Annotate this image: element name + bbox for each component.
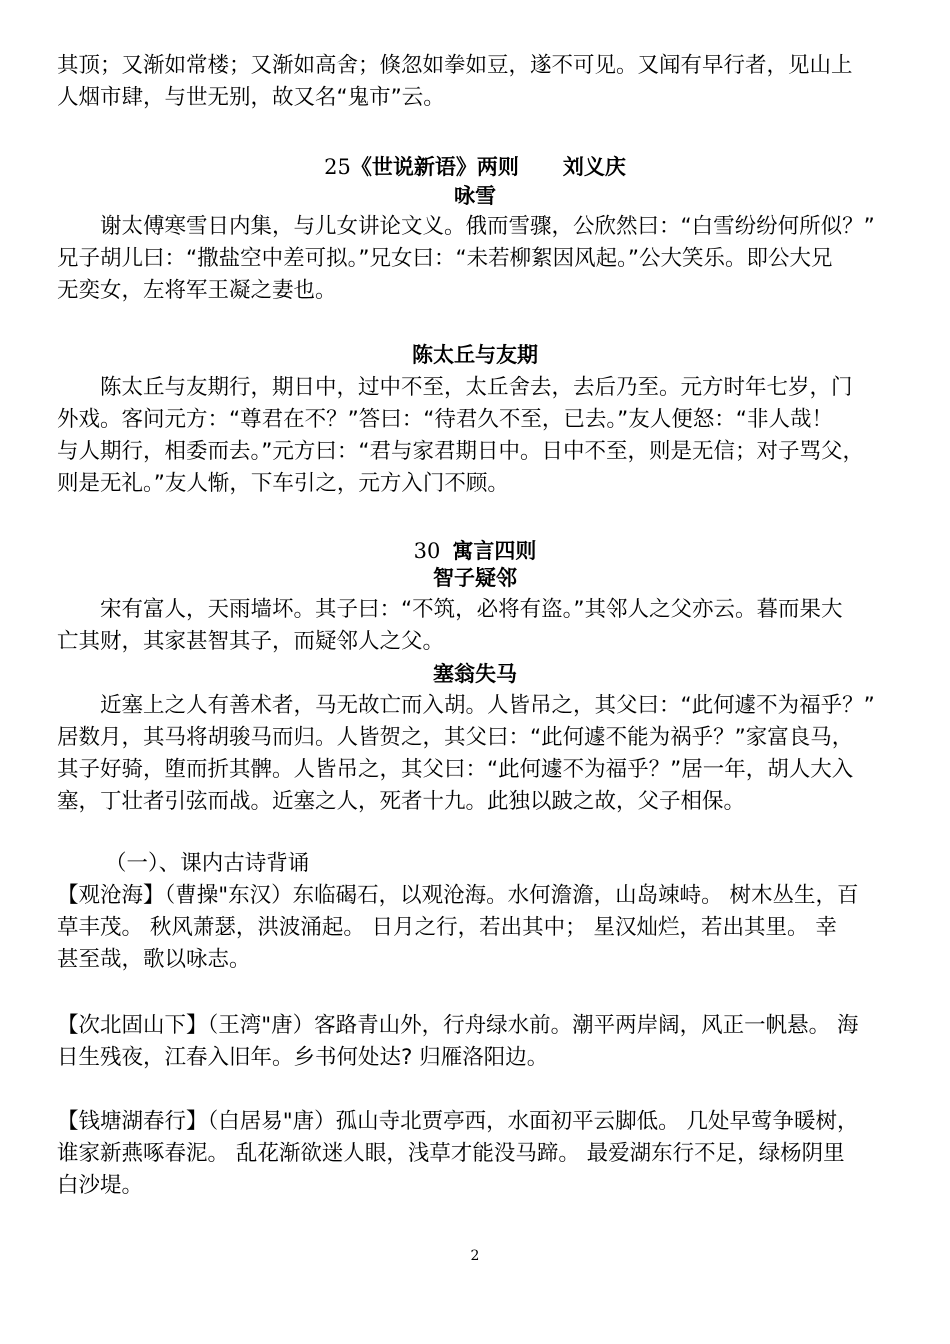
paragraph-zhiziyilin bbox=[57, 594, 893, 658]
text-line: 谢太傅寒雪日内集，与儿女讲论文义。俄而雪骤，公欣然曰：“白雪纷纷何所似？” bbox=[100, 214, 875, 239]
paragraph-saiwengshima bbox=[57, 690, 893, 818]
text-line: 陈太丘与友期行，期日中，过中不至，太丘舍去，去后乃至。元方时年七岁，门 bbox=[100, 375, 853, 400]
section-25-heading bbox=[0, 152, 950, 182]
text-line: 日生残夜，江春入旧年。乡书何处达? 归雁洛阳边。 bbox=[57, 1045, 549, 1070]
text-line: 草丰茂。 秋风萧瑟，洪波涌起。 日月之行，若出其中； 星汉灿烂，若出其里。 幸 bbox=[57, 915, 837, 940]
text-line: 外戏。客问元方：“尊君在不？”答曰：“待君久不至，已去。”友人便怒：“非人哉！ bbox=[57, 407, 833, 432]
subtitle-zhiziyilin: 智子疑邻 bbox=[433, 566, 517, 590]
section-number: 25 bbox=[324, 155, 351, 179]
text-line: 其子好骑，堕而折其髀。人皆吊之，其父曰：“此何遽不为福乎？”居一年，胡人大入 bbox=[57, 757, 854, 782]
subtitle-saiwengshima: 塞翁失马 bbox=[433, 662, 517, 686]
text-line: 甚至哉，歌以咏志。 bbox=[57, 947, 251, 972]
text-line: 近塞上之人有善术者，马无故亡而入胡。人皆吊之，其父曰：“此何遽不为福乎？” bbox=[100, 693, 875, 718]
section-author: 刘义庆 bbox=[562, 155, 626, 179]
paragraph-chentaiqiu bbox=[57, 372, 893, 500]
page-number: 2 bbox=[470, 1248, 480, 1264]
section-title: 《世说新语》两则 bbox=[350, 155, 519, 179]
text-line: 宋有富人，天雨墙坏。其子曰：“不筑，必将有盗。”其邻人之父亦云。暮而果大 bbox=[100, 597, 843, 622]
text-line: 无奕女，左将军王凝之妻也。 bbox=[57, 278, 337, 303]
text-line: 谁家新燕啄春泥。 乱花渐欲迷人眼，浅草才能没马蹄。 最爱湖东行不足，绿杨阴里 bbox=[57, 1141, 845, 1166]
text-line: 塞，丁壮者引弦而战。近塞之人，死者十九。此独以跛之故，父子相保。 bbox=[57, 789, 746, 814]
subtitle-yongxue: 咏雪 bbox=[454, 184, 496, 208]
poem-qiantanghuchunxing bbox=[57, 1106, 893, 1202]
heading-text: （一）、课内古诗背诵 bbox=[105, 851, 310, 876]
section-number: 30 bbox=[413, 539, 441, 563]
text-line: 人烟市肆，与世无别，故又名“鬼市”云。 bbox=[57, 85, 445, 110]
text-line: 【观沧海】（曹操"东汉）东临碣石，以观沧海。水何澹澹，山岛竦峙。 树木丛生，百 bbox=[57, 883, 859, 908]
text-line: 【钱塘湖春行】（白居易"唐）孤山寺北贾亭西，水面初平云脚低。 几处早莺争暖树， bbox=[57, 1109, 859, 1134]
text-line: 居数月，其马将胡骏马而归。人皆贺之，其父曰：“此何遽不能为祸乎？”家富良马， bbox=[57, 725, 854, 750]
poem-guancanghai bbox=[57, 880, 893, 976]
intro-paragraph bbox=[57, 50, 893, 114]
text-line: 与人期行，相委而去。”元方曰：“君与家君期日中。日中不至，则是无信；对子骂父， bbox=[57, 439, 865, 464]
section-30-heading bbox=[0, 536, 950, 566]
text-line: 兄子胡儿曰：“撒盐空中差可拟。”兄女曰：“未若柳絮因风起。”公大笑乐。即公大兄 bbox=[57, 246, 833, 271]
text-line: 【次北固山下】（王湾"唐）客路青山外，行舟绿水前。潮平两岸阔，风正一帆悬。 海 bbox=[57, 1013, 859, 1038]
recite-heading bbox=[57, 848, 893, 880]
subtitle-chentaiqiu: 陈太丘与友期 bbox=[412, 343, 538, 367]
poem-cibeigushanxia bbox=[57, 1010, 893, 1074]
paragraph-yongxue bbox=[57, 211, 893, 307]
text-line: 其顶；又渐如常楼；又渐如高舍；倏忽如拳如豆，遂不可见。又闻有早行者，见山上 bbox=[57, 53, 853, 78]
section-title: 寓言四则 bbox=[452, 539, 537, 563]
text-line: 亡其财，其家甚智其子，而疑邻人之父。 bbox=[57, 629, 445, 654]
text-line: 则是无礼。”友人惭，下车引之，元方入门不顾。 bbox=[57, 471, 509, 496]
text-line: 白沙堤。 bbox=[57, 1173, 144, 1198]
